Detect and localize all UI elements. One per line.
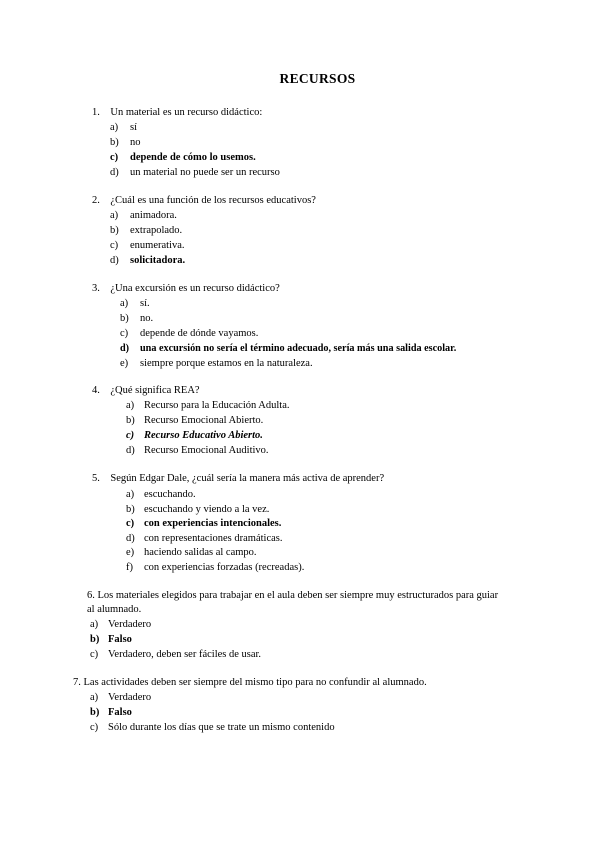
option-6a: [90, 618, 151, 631]
option-text: Falso: [108, 707, 132, 718]
question-6: [87, 589, 498, 602]
option-3c: [120, 327, 258, 340]
option-label: b): [126, 504, 135, 515]
question-text: Un material es un recurso didáctico:: [110, 107, 263, 118]
question-number: 1.: [92, 107, 100, 118]
question-text-line1: Los materiales elegidos para trabajar en el aula deben ser siempre muy estructurados para guiar: [97, 590, 499, 601]
option-5e: [126, 546, 257, 559]
option-text: extrapolado.: [130, 225, 183, 236]
option-3a: [120, 297, 150, 310]
option-label: b): [126, 415, 135, 426]
option-text: con experiencias forzadas (recreadas).: [144, 562, 305, 573]
option-text: Recurso Emocional Auditivo.: [144, 445, 269, 456]
option-3d-correct: [120, 342, 456, 355]
question-4: [92, 384, 200, 397]
option-text: con experiencias intencionales.: [144, 518, 282, 529]
question-6-continued: [87, 603, 141, 616]
question-2: [92, 194, 316, 207]
question-5: [92, 472, 384, 485]
option-label: b): [90, 634, 100, 645]
option-4c-correct: [126, 429, 263, 442]
option-label: a): [90, 619, 99, 630]
option-label: c): [110, 152, 119, 163]
option-label: e): [120, 358, 129, 369]
option-label: c): [110, 240, 119, 251]
option-text: Verdadero, deben ser fáciles de usar.: [108, 649, 262, 660]
option-text: no.: [140, 313, 154, 324]
option-label: b): [110, 225, 119, 236]
option-5f: [126, 561, 304, 574]
option-text: solicitadora.: [130, 255, 186, 266]
option-label: a): [110, 210, 119, 221]
question-number: 2.: [92, 195, 100, 206]
option-label: d): [110, 167, 119, 178]
question-text: ¿Cuál es una función de los recursos educativos?: [110, 195, 316, 206]
option-6b-correct: [90, 633, 132, 646]
option-text: animadora.: [130, 210, 177, 221]
option-5c-correct: [126, 517, 281, 530]
question-number: 5.: [92, 473, 100, 484]
option-label: d): [126, 445, 135, 456]
option-label: e): [126, 547, 135, 558]
option-text: escuchando y viendo a la vez.: [144, 504, 270, 515]
option-3b: [120, 312, 153, 325]
option-2a: [110, 209, 177, 222]
question-7: [73, 676, 427, 689]
option-1d: [110, 166, 280, 179]
option-label: a): [110, 122, 119, 133]
option-text: un material no puede ser un recurso: [130, 167, 280, 178]
question-text: ¿Qué significa REA?: [110, 385, 200, 396]
option-5d: [126, 532, 282, 545]
option-5b: [126, 503, 269, 516]
option-7c: [90, 721, 335, 734]
option-3e: [120, 357, 313, 370]
option-4d: [126, 444, 269, 457]
option-text: no: [130, 137, 141, 148]
option-text: sí: [130, 122, 138, 133]
option-text: depende de cómo lo usemos.: [130, 152, 256, 163]
question-number: 3.: [92, 283, 100, 294]
option-7b-correct: [90, 706, 132, 719]
option-1c-correct: [110, 151, 256, 164]
option-text: Recurso Emocional Abierto.: [144, 415, 264, 426]
question-number: 6.: [87, 590, 95, 601]
option-7a: [90, 691, 151, 704]
option-label: c): [126, 518, 135, 529]
option-text: Verdadero: [108, 692, 152, 703]
question-3: [92, 282, 280, 295]
question-text: Según Edgar Dale, ¿cuál sería la manera más activa de aprender?: [110, 473, 385, 484]
option-label: a): [126, 489, 135, 500]
option-1a: [110, 121, 137, 134]
option-text: depende de dónde vayamos.: [140, 328, 259, 339]
option-label: c): [126, 430, 135, 441]
option-text: Sólo durante los días que se trate un mismo contenido: [108, 722, 335, 733]
option-text: Verdadero: [108, 619, 152, 630]
question-text: ¿Una excursión es un recurso didáctico?: [110, 283, 280, 294]
option-1b: [110, 136, 141, 149]
question-number: 7.: [73, 677, 81, 688]
option-label: f): [126, 562, 133, 573]
option-label: c): [120, 328, 129, 339]
option-label: c): [90, 649, 99, 660]
option-text: una excursión no sería el término adecuado, sería más una salida escolar.: [140, 343, 457, 354]
option-6c: [90, 648, 261, 661]
option-label: d): [110, 255, 119, 266]
option-4a: [126, 399, 290, 412]
option-label: c): [90, 722, 99, 733]
option-label: a): [120, 298, 129, 309]
option-text: con representaciones dramáticas.: [144, 533, 283, 544]
option-text: Falso: [108, 634, 132, 645]
option-label: d): [120, 343, 130, 354]
question-text-line2: al alumnado.: [87, 604, 142, 615]
option-2b: [110, 224, 182, 237]
option-label: d): [126, 533, 135, 544]
option-text: sí.: [140, 298, 150, 309]
option-2d-correct: [110, 254, 185, 267]
option-label: b): [90, 707, 100, 718]
option-5a: [126, 488, 196, 501]
option-label: b): [110, 137, 119, 148]
option-text: Recurso Educativo Abierto.: [144, 430, 263, 441]
option-text: enumerativa.: [130, 240, 185, 251]
option-label: b): [120, 313, 129, 324]
option-4b: [126, 414, 263, 427]
option-text: haciendo salidas al campo.: [144, 547, 257, 558]
option-text: Recurso para la Educación Adulta.: [144, 400, 290, 411]
option-label: a): [90, 692, 99, 703]
document-title: RECURSOS: [279, 71, 356, 86]
option-text: siempre porque estamos en la naturaleza.: [140, 358, 313, 369]
question-text: Las actividades deben ser siempre del mismo tipo para no confundir al alumnado.: [83, 677, 427, 688]
question-number: 4.: [92, 385, 100, 396]
option-2c: [110, 239, 185, 252]
option-label: a): [126, 400, 135, 411]
question-1: [92, 106, 262, 119]
option-text: escuchando.: [144, 489, 196, 500]
